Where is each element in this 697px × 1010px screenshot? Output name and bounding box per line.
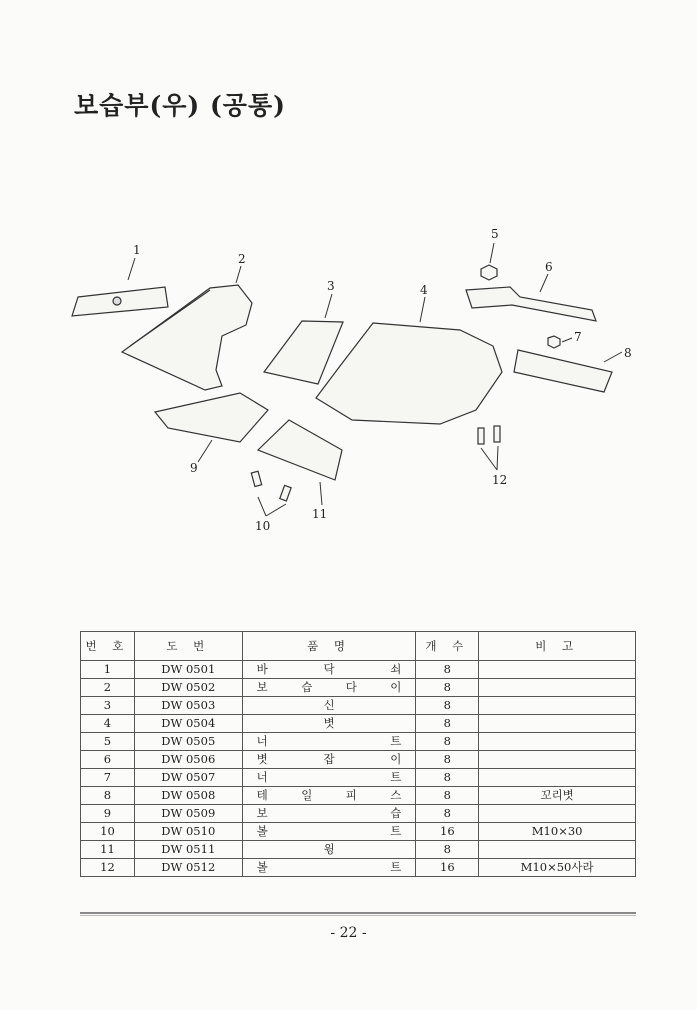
callout-5: 5 xyxy=(491,227,499,241)
part-name-char: 잡 xyxy=(323,752,335,766)
part-name-char: 볼 xyxy=(256,860,268,874)
part-10-bolt-a xyxy=(251,471,261,486)
row-number: 8 xyxy=(81,787,135,805)
footer-rule xyxy=(80,912,636,916)
row-drawing-number: DW 0509 xyxy=(134,805,242,823)
row-part-name xyxy=(242,679,416,697)
row-number: 10 xyxy=(81,823,135,841)
row-part-name xyxy=(242,805,416,823)
row-remarks xyxy=(479,805,636,823)
row-drawing-number: DW 0503 xyxy=(134,697,242,715)
row-remarks xyxy=(479,715,636,733)
row-number: 12 xyxy=(81,859,135,877)
row-drawing-number: DW 0512 xyxy=(134,859,242,877)
callout-11: 11 xyxy=(312,507,328,521)
part-name-char: 피 xyxy=(345,788,357,802)
row-part-name xyxy=(242,751,416,769)
table-row xyxy=(81,697,636,715)
row-quantity: 8 xyxy=(416,769,479,787)
table-row xyxy=(81,805,636,823)
row-remarks xyxy=(479,769,636,787)
callout-12: 12 xyxy=(492,473,508,487)
row-quantity: 8 xyxy=(416,787,479,805)
part-12-bolt-b xyxy=(494,426,500,442)
part-3-shin xyxy=(264,321,343,384)
row-quantity: 8 xyxy=(416,715,479,733)
part-name-char: 바 xyxy=(256,662,268,676)
callout-4: 4 xyxy=(420,283,428,297)
row-quantity: 16 xyxy=(416,823,479,841)
part-9-share xyxy=(155,393,268,442)
header-remarks: 비 고 xyxy=(479,632,636,661)
row-drawing-number: DW 0501 xyxy=(134,661,242,679)
row-drawing-number: DW 0502 xyxy=(134,679,242,697)
row-remarks: 꼬리볏 xyxy=(479,787,636,805)
callout-6: 6 xyxy=(545,260,553,274)
row-part-name xyxy=(242,841,416,859)
table-row xyxy=(81,715,636,733)
row-remarks xyxy=(479,661,636,679)
table-row xyxy=(81,679,636,697)
callout-3: 3 xyxy=(327,279,335,293)
row-quantity: 8 xyxy=(416,661,479,679)
callout-10: 10 xyxy=(255,519,271,533)
table-row xyxy=(81,751,636,769)
row-quantity: 8 xyxy=(416,841,479,859)
part-name-char: 습 xyxy=(390,806,402,820)
row-part-name xyxy=(242,859,416,877)
row-number: 11 xyxy=(81,841,135,859)
header-number: 번 호 xyxy=(81,632,135,661)
table-row xyxy=(81,859,636,877)
part-name-char: 볼 xyxy=(256,824,268,838)
row-remarks xyxy=(479,679,636,697)
part-name-char: 닥 xyxy=(323,662,335,676)
part-name-char: 트 xyxy=(390,860,402,874)
table-row xyxy=(81,733,636,751)
table-row xyxy=(81,769,636,787)
part-name-char: 트 xyxy=(390,770,402,784)
callout-8: 8 xyxy=(624,346,632,360)
row-remarks xyxy=(479,751,636,769)
row-number: 5 xyxy=(81,733,135,751)
table-row xyxy=(81,823,636,841)
parts-table-header xyxy=(81,632,636,661)
row-remarks xyxy=(479,733,636,751)
part-name-char: 일 xyxy=(301,788,313,802)
row-number: 7 xyxy=(81,769,135,787)
part-name-char: 이 xyxy=(390,752,402,766)
row-number: 2 xyxy=(81,679,135,697)
row-drawing-number: DW 0511 xyxy=(134,841,242,859)
part-name-char: 이 xyxy=(390,680,402,694)
part-5-nut xyxy=(481,265,497,280)
row-quantity: 8 xyxy=(416,805,479,823)
row-part-name xyxy=(242,715,416,733)
row-remarks: M10×30 xyxy=(479,823,636,841)
header-drawing-number: 도 번 xyxy=(134,632,242,661)
row-number: 6 xyxy=(81,751,135,769)
part-name-char: 습 xyxy=(301,680,313,694)
part-name-char: 트 xyxy=(390,824,402,838)
row-drawing-number: DW 0507 xyxy=(134,769,242,787)
row-quantity: 8 xyxy=(416,697,479,715)
part-name-char: 보 xyxy=(256,680,268,694)
part-8-tailpiece xyxy=(514,350,612,392)
row-drawing-number: DW 0510 xyxy=(134,823,242,841)
part-name-char: 신 xyxy=(323,698,335,712)
row-part-name xyxy=(242,787,416,805)
callout-9: 9 xyxy=(190,461,198,475)
row-drawing-number: DW 0508 xyxy=(134,787,242,805)
header-part-name: 품 명 xyxy=(242,632,416,661)
row-number: 3 xyxy=(81,697,135,715)
part-name-char: 테 xyxy=(256,788,268,802)
row-remarks xyxy=(479,841,636,859)
part-name-char: 스 xyxy=(390,788,402,802)
row-part-name xyxy=(242,697,416,715)
row-quantity: 8 xyxy=(416,733,479,751)
row-quantity: 16 xyxy=(416,859,479,877)
parts-table xyxy=(80,631,636,877)
part-12-bolt-a xyxy=(478,428,484,444)
part-name-char: 너 xyxy=(256,770,268,784)
header-quantity: 개 수 xyxy=(416,632,479,661)
page-title: 보습부(우) (공통) xyxy=(74,91,286,120)
part-name-char: 볏 xyxy=(323,716,335,730)
row-number: 1 xyxy=(81,661,135,679)
part-name-char: 너 xyxy=(256,734,268,748)
row-drawing-number: DW 0504 xyxy=(134,715,242,733)
callout-1: 1 xyxy=(133,243,141,257)
page-number: - 22 - xyxy=(330,925,367,941)
part-name-char: 볏 xyxy=(256,752,268,766)
row-drawing-number: DW 0506 xyxy=(134,751,242,769)
part-11-wing xyxy=(258,420,342,480)
table-row xyxy=(81,661,636,679)
row-quantity: 8 xyxy=(416,679,479,697)
row-part-name xyxy=(242,661,416,679)
row-remarks: M10×50사라 xyxy=(479,859,636,877)
part-4-moldboard xyxy=(316,323,502,424)
row-quantity: 8 xyxy=(416,751,479,769)
part-name-char: 윙 xyxy=(323,842,335,856)
row-number: 9 xyxy=(81,805,135,823)
callout-2: 2 xyxy=(238,252,246,266)
callout-7: 7 xyxy=(574,330,582,344)
part-10-bolt-b xyxy=(280,485,291,501)
table-row xyxy=(81,787,636,805)
part-name-char: 보 xyxy=(256,806,268,820)
part-7-nut xyxy=(548,336,560,348)
row-part-name xyxy=(242,823,416,841)
part-6-moldboard-brace xyxy=(466,287,596,321)
row-drawing-number: DW 0505 xyxy=(134,733,242,751)
row-number: 4 xyxy=(81,715,135,733)
part-name-char: 다 xyxy=(345,680,357,694)
row-part-name xyxy=(242,769,416,787)
part-name-char: 트 xyxy=(390,734,402,748)
table-row xyxy=(81,841,636,859)
row-remarks xyxy=(479,697,636,715)
part-name-char: 쇠 xyxy=(390,662,402,676)
row-part-name xyxy=(242,733,416,751)
